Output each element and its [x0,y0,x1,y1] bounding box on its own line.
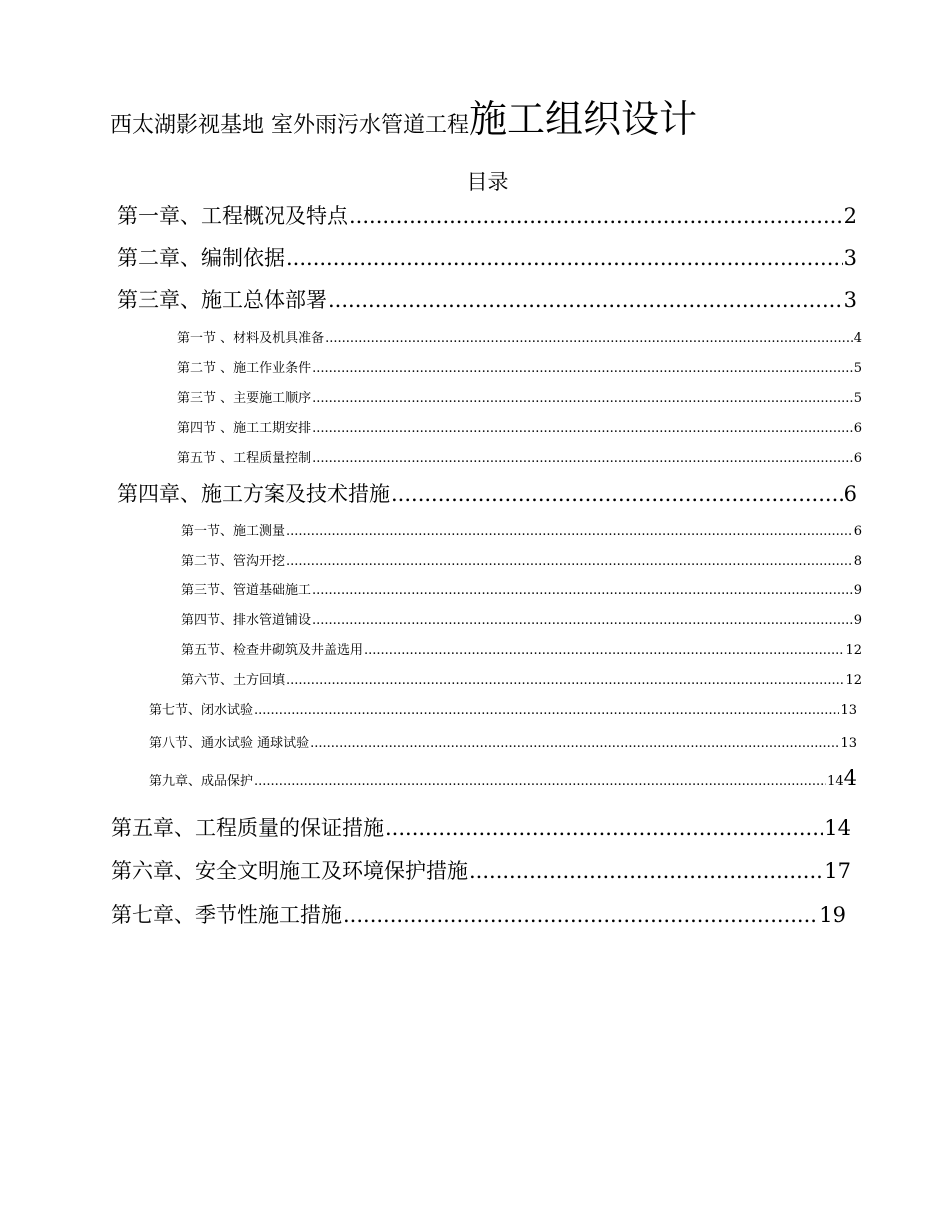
toc-entry-label: 第三章、施工总体部署 [117,288,327,312]
toc-entry-label: 第八节、通水试验 通球试验 [149,736,310,751]
toc-entry-page: 6 [853,524,862,539]
toc-entry-page: 12 [845,643,862,658]
toc-entry-chapter-2[interactable] [117,242,857,272]
toc-entry-label: 第一节 、材料及机具准备 [177,331,325,346]
toc-entry-label: 第六节、土方回填 [181,673,286,688]
toc-entry-page: 14 [827,774,844,789]
toc-leader-dots [254,703,839,718]
toc-entry-label: 第六章、安全文明施工及环境保护措施 [111,859,468,883]
toc-entry-page: 9 [853,583,862,598]
toc-leader-dots [385,816,823,840]
toc-leader-dots [469,859,823,883]
toc-leader-dots [254,774,826,789]
toc-leader-dots [325,331,853,346]
toc-entry-chapter-5[interactable] [111,812,851,842]
toc-entry-page: 19 [819,903,846,927]
toc-entry-chapter-7[interactable] [111,899,846,929]
toc-entry-page: 3 [843,246,857,270]
toc-entry-section[interactable] [149,699,857,718]
toc-entry-section[interactable] [177,387,862,406]
toc-entry-page-suffix: 4 [843,766,857,790]
toc-entry-section[interactable] [177,327,862,346]
toc-entry-page: 5 [853,391,862,406]
toc-entry-page: 3 [843,288,857,312]
toc-entry-chapter-6[interactable] [111,855,851,885]
toc-entry-label: 第五节、检查井砌筑及井盖选用 [181,643,364,658]
toc-leader-dots [286,673,844,688]
toc-entry-page: 12 [845,673,862,688]
toc-entry-label: 第二节、管沟开挖 [181,554,286,569]
toc-leader-dots [286,246,843,270]
title-project-name: 西太湖影视基地 室外雨污水管道工程 [110,113,469,138]
toc-entry-chapter-4[interactable] [117,478,857,508]
toc-entry-label: 第三节 、主要施工顺序 [177,391,312,406]
toc-leader-dots [328,288,843,312]
toc-entry-page: 6 [853,421,862,436]
toc-entry-section[interactable] [181,609,862,628]
toc-leader-dots [286,554,853,569]
toc-leader-dots [310,736,839,751]
toc-entry-section[interactable] [177,447,862,466]
toc-entry-label: 第五章、工程质量的保证措施 [111,816,384,840]
toc-leader-dots [286,524,853,539]
toc-entry-section[interactable] [181,639,862,658]
toc-entry-page: 13 [840,736,857,751]
toc-leader-dots [391,482,843,506]
toc-entry-page: 6 [843,482,857,506]
toc-entry-label: 第七章、季节性施工措施 [111,903,342,927]
toc-entry-label: 第五节 、工程质量控制 [177,451,312,466]
toc-entry-page: 9 [853,613,862,628]
title-document-type: 施工组织设计 [469,97,698,141]
toc-entry-page: 14 [824,816,851,840]
toc-entry-label: 第二节 、施工作业条件 [177,361,312,376]
toc-heading: 目录 [466,170,509,194]
toc-entry-label: 第三节、管道基础施工 [181,583,312,598]
toc-entry-section[interactable] [181,669,862,688]
toc-leader-dots [312,391,853,406]
toc-entry-page: 2 [843,204,857,228]
toc-leader-dots [312,361,853,376]
toc-leader-dots [343,903,818,927]
toc-entry-label: 第九章、成品保护 [149,774,254,789]
toc-entry-label: 第四节、排水管道铺设 [181,613,312,628]
toc-leader-dots [312,421,853,436]
toc-leader-dots [364,643,844,658]
toc-entry-page: 6 [853,451,862,466]
toc-entry-chapter-3[interactable] [117,284,857,314]
toc-entry-page: 5 [853,361,862,376]
document-title [110,88,697,143]
toc-entry-section[interactable] [181,579,862,598]
toc-entry-label: 第四节 、施工工期安排 [177,421,312,436]
toc-entry-label: 第一节、施工测量 [181,524,286,539]
toc-entry-section[interactable] [181,550,862,569]
toc-leader-dots [312,583,853,598]
toc-entry-section[interactable] [181,520,862,539]
toc-entry-section[interactable] [177,357,862,376]
toc-entry-section[interactable] [149,732,857,751]
toc-leader-dots [312,613,853,628]
toc-entry-section[interactable] [177,417,862,436]
toc-leader-dots [349,204,843,228]
toc-entry-page: 4 [853,331,862,346]
toc-entry-page: 13 [840,703,857,718]
toc-entry-label: 第二章、编制依据 [117,246,285,270]
toc-entry-label: 第一章、工程概况及特点 [117,204,348,228]
toc-entry-label: 第四章、施工方案及技术措施 [117,482,390,506]
toc-leader-dots [312,451,853,466]
toc-entry-page: 17 [824,859,851,883]
toc-entry-page: 8 [853,554,862,569]
toc-entry-label: 第七节、闭水试验 [149,703,254,718]
toc-entry-chapter-1[interactable] [117,200,857,230]
toc-entry-section[interactable] [149,766,857,790]
